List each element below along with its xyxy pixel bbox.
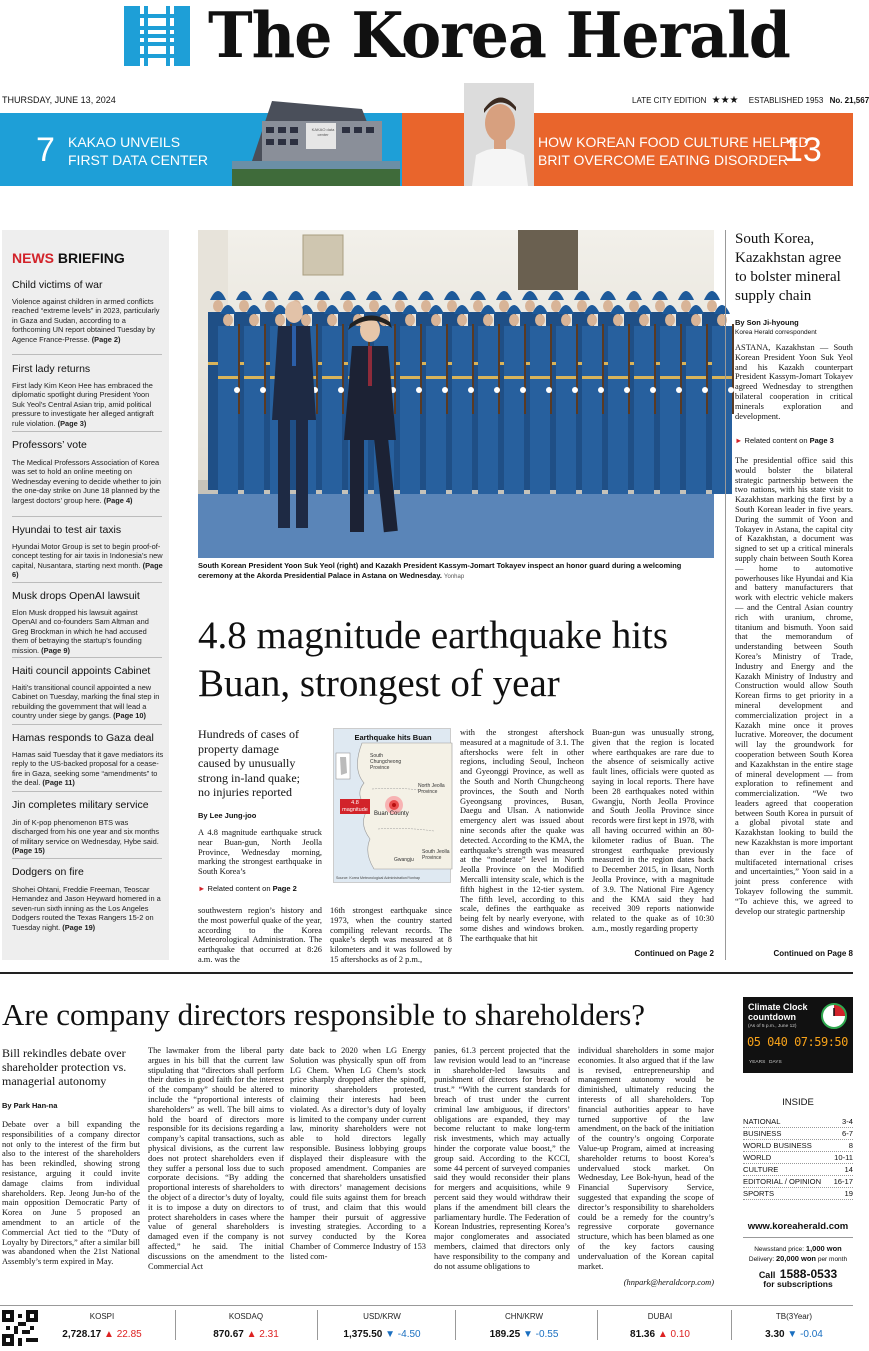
photo-caption (198, 561, 714, 582)
ticker-rule (175, 1310, 176, 1340)
ticker-usdkrw: USD/KRW 1,375.50 ▼ -4.50 (343, 1312, 421, 1340)
kazakhstan-byline-role: Korea Herald correspondent (735, 329, 817, 336)
website-link[interactable]: www.koreaherald.com (747, 1221, 849, 1232)
clock-icon (821, 1003, 847, 1029)
briefing-item-page[interactable]: (Page 2) (91, 334, 121, 344)
kazakhstan-body: The presidential office said this would bolster the bilateral strategic partnership between the two nations, with his state visit to Kazakhstan marking the first by a South Korean leader in five years. During the summit of Yoon and Tokayev in Astana, the capital city of Kazakhstan, a document was signed to set up a critical minerals supply chain between South Korea — home to automotive powerhouses like Hyundai and Kia and battery manufacturers that work with electric vehicle makers — and the Central Asian country rich with uranium, chrome, titanium and bismuth. Yoon said that the memorandum of understanding between South Korea’s Ministry of Trade, Industry and Energy and the Kazakh Ministry of Industry and Construction would allow South Korean firms to get priority in a mineral development and commercialization project in a Kazakh mine once it proves lucrative. Moreover, the document will lay the groundwork for cooperation between South Korea and Kazakhstan in the entire stage of mineral development — from exploration to refinement and commercialization. “We two leaders agreed that cooperation between South Korea in pursuit of a global pivotal state and Kazakhstan looking to build the new Kazakhstan is more important than ever in the face of multifaceted international crises and uncertainties,” Yoon said in a joint press conference with Tokayev following the summit. “To achieve this, we agreed to develop our strategic partnership (735, 456, 853, 916)
briefing-item-body: Hyundai Motor Group is set to begin proof-of-concept testing for air taxis in Indonesia’s new capital, Nusantara, starting next month. (Page 6) (12, 542, 163, 580)
map-label-nj: North Jeolla Province (418, 783, 445, 795)
news-briefing (2, 230, 169, 960)
briefing-item-page[interactable]: (Page 4) (103, 495, 133, 505)
briefing-title-rest: BRIEFING (57, 250, 125, 266)
earthquake-col1b: southwestern region’s history and the most powerful quake of the year, according to the Korea Meteorological Administration. The earthquake that occurred at 8:26 a.m. was the (198, 906, 322, 964)
honor-guard-soldier (322, 305, 344, 494)
promo-right-text (538, 133, 808, 169)
established-label: ESTABLISHED 1953 (748, 96, 824, 105)
promo-right-line1: HOW KOREAN FOOD CULTURE HELPED (538, 134, 809, 150)
briefing-item-head[interactable]: Child victims of war (12, 279, 103, 291)
earthquake-deck: Hundreds of cases of property damage caused by unusually strong in-land quake; no injuries reported (198, 727, 300, 799)
briefing-item-body: Shohei Ohtani, Freddie Freeman, Teoscar Hernandez and Jason Heyward homered in a seven-run sixth inning as the Los Angeles Dodgers routed the Texas Rangers 15-2 on Tuesday night. (Page 19) (12, 885, 161, 932)
inside-index (743, 1097, 853, 1200)
data-center-image (232, 91, 400, 186)
promo-left-text (68, 133, 208, 169)
directors-col5: individual shareholders in some major economies. It also argued that if the law is revised, entrepreneurship and management autonomy would be diminished, ultimately reducing the interests of all shareholders. Top financial authorities appear to have turned supportive of the law amendment, on the back of the initiation of the country’s ongoing Corporate Value-up Program, aimed at increasing shareholder returns to boost Korea’s undervalued stock market. On Wednesday, Lee Bok-hyun, head of the Financial Supervisory Service, suggested that expanding the scope of director’s responsibility to shareholders could be a remedy for the country’s regressive corporate governance structure, which has been blamed as one of the key factors causing undervaluation of the Korean capital market. (578, 1046, 714, 1271)
honor-guard-soldier (556, 305, 578, 494)
directors-deck: Bill rekindles debate over shareholder protection vs. managerial autonomy (2, 1046, 127, 1088)
ticker-rule (731, 1310, 732, 1340)
briefing-item-head[interactable]: Musk drops OpenAI lawsuit (12, 590, 140, 602)
briefing-item-page[interactable]: (Page 6) (12, 560, 163, 580)
clock-years-label: YEARS (749, 1060, 766, 1065)
directors-byline: By Park Han-na (2, 1101, 58, 1110)
honor-guard-soldier (530, 305, 552, 494)
clock-digits: 05 040 07:59:50 (747, 1035, 848, 1049)
directors-col2: The lawmaker from the liberal party argues in his bill that the current law stipulating that “directors shall perform their duties in good faith for the interest of the company” should be altered to include the “proportional interests of shareholders” as well. The bill aims to hold the board of directors more responsible for its decisions regarding a company’s capital transactions, such as physical divisions, as the current law does not protect shareholders even if they suffer a personal loss due to such corporate decisions. “By adding the proportional interests of shareholders to the object of a director’s duty of loyalty, it is to impose a duty on directors to protect shareholders in cases where the value of general shareholders is damaged even if the company is not affected,” he said. The initial discussions on the amendment to the Commercial Act (148, 1046, 284, 1271)
earthquake-continued[interactable]: Continued on Page 2 (634, 949, 714, 958)
related-text: Related content on (744, 436, 808, 445)
directors-email: (hnpark@heraldcorp.com) (623, 1278, 714, 1287)
briefing-item-page[interactable]: (Page 3) (57, 418, 87, 428)
inside-row[interactable]: WORLD BUSINESS 8 (743, 1141, 853, 1150)
divider (12, 431, 162, 432)
map-label-gwangju: Gwangju (394, 857, 414, 863)
honor-guard-photo (198, 230, 714, 558)
divider (743, 1237, 853, 1238)
inside-row[interactable]: WORLD 10-11 (743, 1153, 853, 1162)
column-rule (725, 230, 726, 960)
honor-guard-soldier (478, 305, 500, 494)
divider (12, 858, 162, 859)
promo-left-line1: KAKAO UNVEILS (68, 134, 181, 150)
ticker-dubai: DUBAI 81.36 ▲ 0.10 (630, 1312, 690, 1340)
briefing-item-body: Violence against children in armed conflicts reached “extreme levels” in 2023, particularly in Gaza and Sudan, according to a forthcoming UN report obtained Tuesday by Agence France-Presse. (Page 2) (12, 297, 160, 344)
map-title: Earthquake hits Buan (354, 733, 432, 742)
promo-kakao[interactable] (0, 113, 402, 186)
price-line: Newsstand price: 1,000 won (754, 1244, 842, 1253)
divider (12, 724, 162, 725)
promo-food[interactable] (402, 113, 853, 186)
kazakhstan-related-link[interactable]: ► Related content on Page 3 (735, 436, 834, 445)
inside-title: INSIDE (782, 1097, 814, 1108)
promo-right-number: 13 (784, 131, 822, 169)
ticker-rule (455, 1310, 456, 1340)
section-divider (0, 972, 853, 974)
briefing-item-page[interactable]: (Page 15) (12, 846, 45, 856)
map-label-sc: South Chungcheong Province (370, 753, 402, 771)
kazakhstan-headline[interactable]: South Korea, Kazakhstan agree to bolster mineral supply chain (735, 231, 842, 304)
honor-guard-soldier (452, 305, 474, 494)
kazakhstan-continued[interactable]: Continued on Page 8 (773, 949, 853, 958)
earthquake-col2: with the strongest aftershock measured at a magnitude of 3.1. The aftershocks were felt in other regions, including Seoul, Incheon and Gyeonggi Province, as well as the South and North Chungcheong provinces, the South and North Gyeongsang provinces, Busan, Daegu and Ulsan. A nationwide emergency alert was issued about nine seconds after the quake was detected. According to the KMA, the earthquake’s strength was measured at the “moderate” level in North Jeolla Province on the Modified Mercalli intensity scale, which is the fifth highest in the 12-tier system. The fifth level, according to this scale, defines the earthquake as being felt by nearly everyone, with some dishes and windows broken. The earthquake that hit (460, 728, 584, 943)
earthquake-map (333, 728, 451, 883)
map-source: Source: Korea Meteorological Administration/Yonhap (336, 876, 420, 880)
clock-title: Climate Clock countdown (748, 1002, 808, 1022)
honor-guard-soldier (426, 305, 448, 494)
delivery-line: Delivery: 20,000 won per month (748, 1254, 848, 1263)
brit-portrait (464, 83, 534, 186)
subscription-label: for subscriptions (763, 1279, 833, 1289)
climate-clock[interactable] (743, 997, 853, 1073)
ticker-tb3year: TB(3Year) 3.30 ▼ -0.04 (765, 1312, 823, 1340)
divider (12, 516, 162, 517)
edition-label: LATE CITY EDITION (632, 96, 707, 105)
earthquake-related-link[interactable]: ► Related content on Page 2 (198, 884, 297, 893)
related-page: Page 3 (809, 436, 834, 445)
ticker-chnkrw: CHN/KRW 189.25 ▼ -0.55 (489, 1312, 559, 1340)
briefing-item-head[interactable]: Jin completes military service (12, 799, 149, 811)
briefing-item-body: The Medical Professors Association of Korea was set to hold an online meeting on Wednesday evening to decide whether to join the one-day strike on June 18 planned by the largest doctors’ group here. (Page 4) (12, 458, 162, 505)
earthquake-byline: By Lee Jung-joo (198, 811, 257, 820)
honor-guard-soldier (244, 305, 266, 494)
ticker-rule (317, 1310, 318, 1340)
promo-right-line2: BRIT OVERCOME EATING DISORDER (538, 152, 788, 168)
masthead-title: The Korea Herald (208, 0, 790, 73)
honor-guard-soldier (400, 305, 422, 494)
inside-row[interactable]: SPORTS 19 (743, 1189, 853, 1198)
briefing-item-page[interactable]: (Page 11) (42, 778, 75, 788)
subscription-phone[interactable]: Call 1588-0533 (758, 1267, 838, 1281)
earthquake-col3: Buan-gun was unusually strong, given that the region is located where earthquakes are rare due to the absence of seismically active fault lines, officials were quoted as saying in local reports. There have been 28 earthquakes noted within Gwangju, North Jeolla Province and South Jeolla Province since records were first kept in 1978, with all having occurred within an 80-kilometer radius of Buan. The strongest earthquake previously measured in the region dates back to December 2015, in Iksan, North Jeolla Province, with a magnitude of 3.9. The National Fire Agency and the KMA said they had received 309 reports nationwide related to the quake as of 10:30 a.m., mostly regarding property (592, 728, 714, 933)
kazakhstan-lead: ASTANA, Kazakhstan — South Korean President Yoon Suk Yeol and his Kazakh counterpart President Kassym-Jomart Tokayev agreed Wednesday to strengthen bilateral cooperation in critical minerals exploration and development. (735, 343, 853, 421)
inside-row[interactable]: CULTURE 14 (743, 1165, 853, 1174)
dateline: THURSDAY, JUNE 13, 2024 (2, 95, 116, 105)
honor-guard-soldier (504, 305, 526, 494)
briefing-item-page[interactable]: (Page 19) (62, 922, 96, 932)
honor-guard-soldier (686, 305, 708, 494)
briefing-item-body: Hamas said Tuesday that it gave mediators its reply to the US-backed proposal for a cease-fire in Gaza, seeking some “amendments” to the deal. (Page 11) (12, 750, 164, 788)
earthquake-headline[interactable]: 4.8 magnitude earthquake hits Buan, strongest of year (198, 614, 669, 705)
divider (12, 657, 162, 658)
honor-guard-soldier (608, 305, 630, 494)
related-text: Related content on (207, 884, 271, 893)
briefing-item-page[interactable]: (Page 10) (113, 711, 146, 721)
map-label-sj: South Jeolla Province (422, 849, 450, 861)
data-center-sign: KAKAO data center (311, 127, 335, 137)
honor-guard-soldier (712, 305, 734, 494)
related-page: Page 2 (272, 884, 297, 893)
earthquake-col1c: 16th strongest earthquake since 1973, when the country started compiling relevant records. The quake’s depth was measured at 8 kilometers and it was followed by 15 aftershocks as of 2 p.m., (330, 906, 452, 964)
inside-row[interactable]: EDITORIAL / OPINION 16-17 (743, 1177, 853, 1186)
map-label-buan: Buan County (374, 811, 409, 817)
ticker-kosdaq: KOSDAQ 870.67 ▲ 2.31 (213, 1312, 279, 1340)
ticker-rule (597, 1310, 598, 1340)
map-magnitude-badge: 4.8 magnitude (340, 799, 370, 814)
divider (12, 582, 162, 583)
directors-col1: Debate over a bill expanding the responsibilities of a company director not only to the interest of the firm but also to the interest of the shareholders has been rekindled, showing strong resistance, arguing it could invite damage claims from individual shareholders. Rep. Jeong Jun-ho of the main opposition Democratic Party of Korea on June 5 proposed an amendment to an article of the Commercial Act tied to the “Duty of Loyalty by Directors,” after a similar bill was abandoned when the 21st National Assembly’s term expired in May. (2, 1120, 140, 1267)
briefing-title-news: NEWS (12, 250, 54, 266)
briefing-item-head[interactable]: Haiti council appoints Cabinet (12, 665, 151, 677)
briefing-item-head[interactable]: Dodgers on fire (12, 866, 84, 878)
kazakhstan-byline: By Son Ji-hyoung (735, 318, 799, 327)
honor-guard-soldier (634, 305, 656, 494)
briefing-item-body: First lady Kim Keon Hee has embraced the diplomatic spotlight during President Yoon Suk Yeol’s Central Asian trip, amid political pressure to investigate her alleged antigraft rule violation. (Page 3) (12, 381, 154, 428)
briefing-item-body: Elon Musk dropped his lawsuit against OpenAI and co-founders Sam Altman and Greg Brockman in which he had accused them of betraying the startup’s founding mission. (Page 9) (12, 608, 149, 655)
clock-subtitle: (As of 5 p.m., June 12) (748, 1024, 797, 1029)
briefing-title (12, 250, 125, 266)
divider (12, 791, 162, 792)
promo-left-line2: FIRST DATA CENTER (68, 152, 209, 168)
briefing-item-page[interactable]: (Page 9) (41, 645, 70, 655)
inside-row[interactable]: NATIONAL 3-4 (743, 1117, 853, 1126)
qr-code[interactable] (2, 1310, 38, 1346)
divider (12, 354, 162, 355)
clock-days-label: DAYS (769, 1060, 782, 1065)
directors-headline[interactable]: Are company directors responsible to shareholders? (2, 997, 646, 1032)
briefing-item-head[interactable]: Hyundai to test air taxis (12, 524, 122, 536)
edition-stars: ★★★ (711, 95, 739, 106)
market-ticker (0, 1305, 853, 1346)
photo-credit: Yonhap (444, 573, 465, 580)
honor-guard-soldier (582, 305, 604, 494)
promo-left-number: 7 (36, 131, 55, 169)
directors-col4: panies, 61.3 percent projected that the law revision would lead to an “increase in shareholder-led lawsuits and punishment of directors for breach of trust.” “With the current standards for breach of trust under the current criminal law ambiguous, if directors’ obligations are expanded, they may become reluctant to make long-term risk investments, which may actually hinder the corporate value boost,” the group said. According to the KCCI, some 44 percent of surveyed companies said they would reconsider their plans for mergers and acquisitions, while 9 percent said they would withdraw their plans if the amendment bill clears the parliamentary hurdle. The Federation of Korean Industries, representing Korea’s major conglomerates and associated members, claimed that directors only have responsibility to the company and do not assume obligations to (434, 1046, 570, 1271)
directors-col3: date back to 2020 when LG Energy Solution was physically spun off from LG Chem. When LG Chem’s stock price sharply dropped after the spinoff, minority shareholders protested, claiming their interests had been violated. As a director’s duty of loyalty is limited to the company under current law, minority shareholders were not able to hold directors legally responsible. Business lobbying groups displayed their displeasure with the proposed amendment. Companies are concerned that shareholders unsatisfied with directors’ management decisions could file suits against them for breach of trust, and claim that this would hamper their pursuit of aggressive investing strategies. According to a survey conducted by the Korea Chamber of Commerce Industry of 153 listed com- (290, 1046, 426, 1261)
inside-row[interactable]: BUSINESS 6-7 (743, 1129, 853, 1138)
photo-caption-text: South Korean President Yoon Suk Yeol (right) and Kazakh President Kassym-Jomart Tokayev inspect an honor guard during a welcoming ceremony at the Akorda Presidential Palace in Astana on Wednesday. (198, 561, 682, 580)
herald-logo[interactable] (122, 4, 192, 68)
briefing-item-head[interactable]: Professors’ vote (12, 439, 87, 451)
briefing-item-head[interactable]: Hamas responds to Gaza deal (12, 732, 154, 744)
honor-guard-soldier (218, 305, 240, 494)
issue-number: No. 21,567 (829, 96, 869, 105)
edition-info (632, 95, 869, 106)
briefing-item-body: Jin of K-pop phenomenon BTS was discharged from his one year and six months of military service on Wednesday, Hybe said. (Page 15) (12, 818, 160, 856)
briefing-item-head[interactable]: First lady returns (12, 363, 91, 375)
ticker-kospi: KOSPI 2,728.17 ▲ 22.85 (62, 1312, 142, 1340)
honor-guard-soldier (660, 305, 682, 494)
briefing-item-body: Haiti’s transitional council appointed a new Cabinet on Tuesday, marking the final step in rebuilding the government that will lead a country under siege by gangs. (Page 10) (12, 683, 160, 721)
earthquake-lead: A 4.8 magnitude earthquake struck near Buan-gun, North Jeolla Province, Wednesday morning, marking the strongest earthquake in South Korea’s (198, 828, 322, 877)
